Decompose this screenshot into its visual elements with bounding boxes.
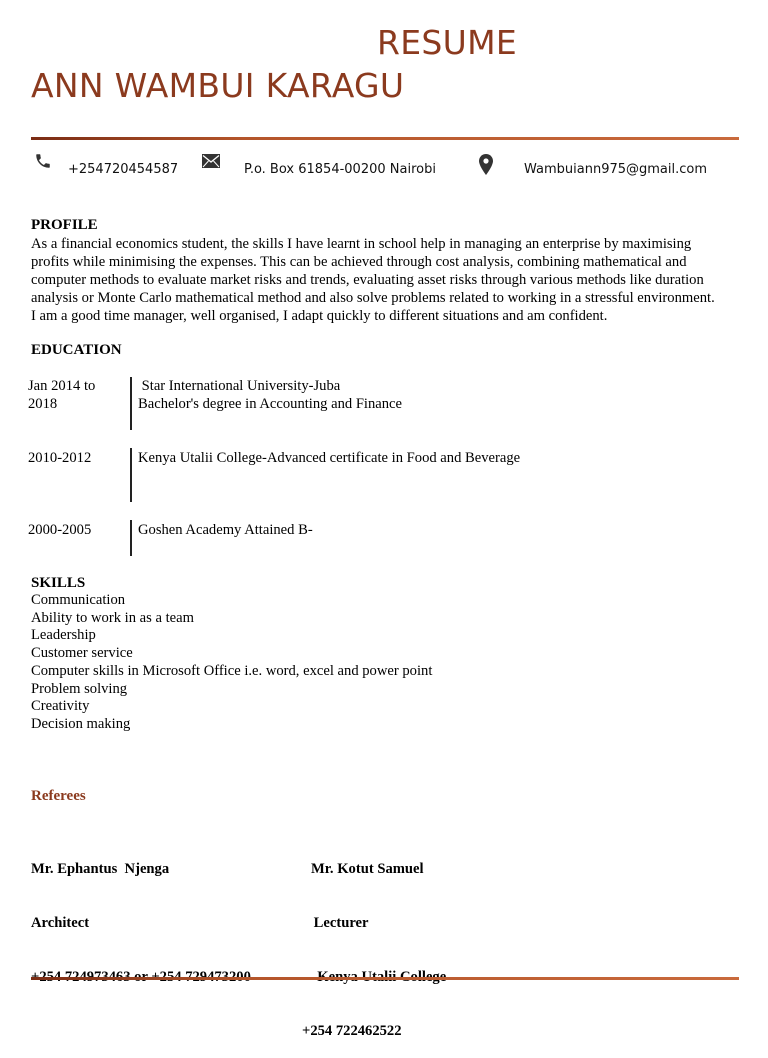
education-divider xyxy=(130,448,132,502)
education-detail-line: Kenya Utalii College-Advanced certificate in Food and Beverage xyxy=(138,450,521,466)
education-date xyxy=(28,449,91,467)
education-detail xyxy=(138,377,402,413)
education-divider xyxy=(130,377,132,430)
skill-item: Creativity xyxy=(31,698,90,715)
education-date xyxy=(28,521,91,539)
education-date-line: 2000-2005 xyxy=(28,522,92,538)
referee-line: Lecturer xyxy=(310,915,369,931)
referee-2 xyxy=(302,824,446,1058)
education-heading: EDUCATION xyxy=(31,342,122,358)
referee-line: Mr. Kotut Samuel xyxy=(311,861,424,877)
skill-item: Problem solving xyxy=(31,680,128,697)
skill-item: Computer skills in Microsoft Office i.e. word, excel and power point xyxy=(31,662,433,679)
contact-phone: +254720454587 xyxy=(68,162,179,177)
skill-item: Ability to work in as a team xyxy=(31,609,194,626)
referee-line: +254 722462522 xyxy=(302,1023,402,1039)
candidate-name: ANN WAMBUI KARAGU xyxy=(31,66,405,105)
location-pin-icon xyxy=(479,154,493,175)
referee-line: Mr. Ephantus Njenga xyxy=(31,861,170,877)
education-detail-line: Star International University-Juba xyxy=(138,378,341,394)
skill-item: Leadership xyxy=(31,627,96,644)
skill-item: Decision making xyxy=(31,715,131,732)
top-rule xyxy=(31,137,739,140)
skills-list xyxy=(31,592,432,734)
contact-address: P.o. Box 61854-00200 Nairobi xyxy=(244,162,436,177)
education-date xyxy=(28,377,95,413)
envelope-icon xyxy=(202,154,220,168)
skill-item: Customer service xyxy=(31,645,133,662)
resume-title: RESUME xyxy=(377,23,518,62)
contact-email: Wambuiann975@gmail.com xyxy=(524,162,708,177)
phone-icon xyxy=(34,152,52,170)
education-divider xyxy=(130,520,132,556)
education-detail xyxy=(138,449,520,467)
education-detail xyxy=(138,521,313,539)
skill-item: Communication xyxy=(31,592,126,608)
education-detail-line: Goshen Academy Attained B- xyxy=(138,522,313,538)
profile-line: computer methods to evaluate market risks and trends, evaluating asset risks through various methods like duration xyxy=(31,272,704,288)
education-date-line: 2018 xyxy=(28,396,58,412)
profile-heading: PROFILE xyxy=(31,217,98,233)
referees-heading: Referees xyxy=(31,788,86,804)
profile-text xyxy=(31,235,743,325)
education-detail-line: Bachelor's degree in Accounting and Finance xyxy=(138,396,403,412)
profile-line: analysis or Monte Carlo mathematical method and also solve problems related to working in a stressful environment. xyxy=(31,290,715,306)
profile-line: profits while minimising the expenses. This can be achieved through cost analysis, combining mathematical and xyxy=(31,254,687,270)
profile-line: As a financial economics student, the skills I have learnt in school help in managing an enterprise by maximising xyxy=(31,236,692,252)
education-date-line: Jan 2014 to xyxy=(28,378,96,394)
bottom-rule xyxy=(31,977,739,980)
skills-heading: SKILLS xyxy=(31,575,86,591)
profile-line: I am a good time manager, well organised, I adapt quickly to different situations and am confident. xyxy=(31,308,608,324)
referee-line: Architect xyxy=(31,915,90,931)
education-date-line: 2010-2012 xyxy=(28,450,92,466)
